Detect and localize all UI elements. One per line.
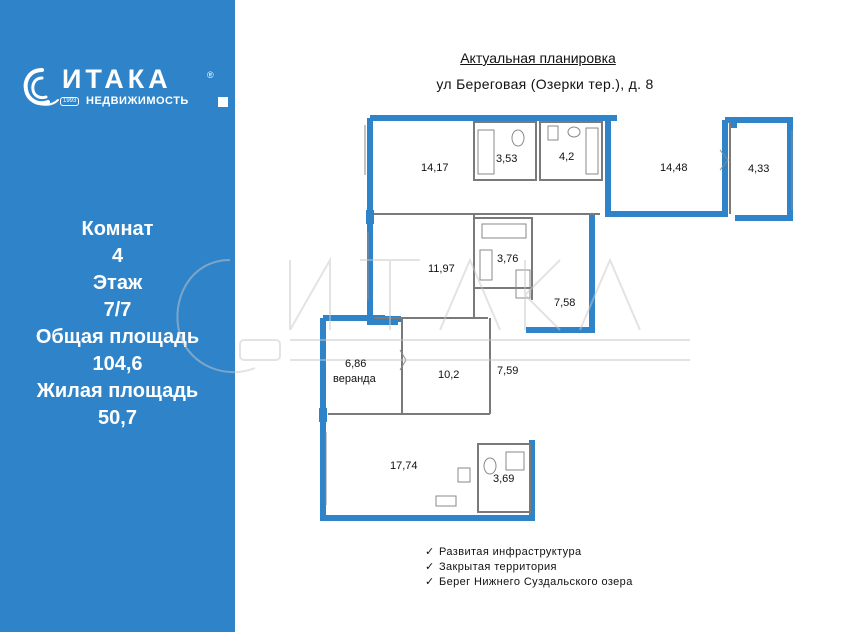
check-icon: ✓ — [425, 576, 435, 588]
brand-name: ИТАКА — [62, 64, 172, 94]
bath-area-1: 3,53 — [496, 153, 518, 165]
room-area-1: 14,17 — [421, 162, 449, 174]
check-icon: ✓ — [425, 546, 435, 558]
total-area-value: 104,6 — [92, 353, 143, 375]
check-icon: ✓ — [425, 561, 435, 573]
bath-area-2: 4,2 — [559, 151, 575, 163]
room-area-2: 14,48 — [660, 162, 688, 174]
hall-area-2: 7,59 — [497, 365, 519, 377]
bath-area-3: 3,76 — [497, 253, 519, 265]
veranda-label: веранда — [333, 373, 376, 385]
brand-subtitle: НЕДВИЖИМОСТЬ — [86, 95, 189, 107]
floor-label: Этаж — [92, 272, 143, 294]
plan-title: Актуальная планировка — [460, 50, 616, 66]
room-area-3: 11,97 — [428, 263, 455, 275]
features-list — [425, 545, 633, 590]
plumbing-fixtures — [400, 126, 728, 506]
rooms-value: 4 — [111, 245, 124, 267]
interior-walls — [328, 122, 730, 512]
total-area-label: Общая площадь — [35, 326, 200, 348]
veranda-area: 6,86 — [345, 358, 367, 370]
feature-text: Развитая инфраструктура — [439, 546, 582, 558]
rooms-label: Комнат — [81, 218, 154, 240]
bath-area-4: 3,69 — [493, 473, 515, 485]
balcony-area: 4,33 — [748, 163, 770, 175]
room-area-4: 10,2 — [438, 369, 460, 381]
feature-item — [425, 560, 633, 575]
kitchen-area: 17,74 — [390, 460, 418, 472]
floor-value: 7/7 — [103, 299, 132, 321]
feature-text: Берег Нижнего Суздальского озера — [439, 576, 633, 588]
living-area-value: 50,7 — [98, 407, 137, 429]
plan-address: ул Береговая (Озерки тер.), д. 8 — [436, 76, 654, 92]
living-area-label: Жилая площадь — [36, 380, 199, 402]
feature-text: Закрытая территория — [439, 561, 557, 573]
feature-item — [425, 575, 633, 590]
hall-area-1: 7,58 — [554, 297, 576, 309]
brand-year: 1993 — [60, 97, 79, 106]
brand-registered-mark: ® — [207, 70, 214, 80]
feature-item — [425, 545, 633, 560]
